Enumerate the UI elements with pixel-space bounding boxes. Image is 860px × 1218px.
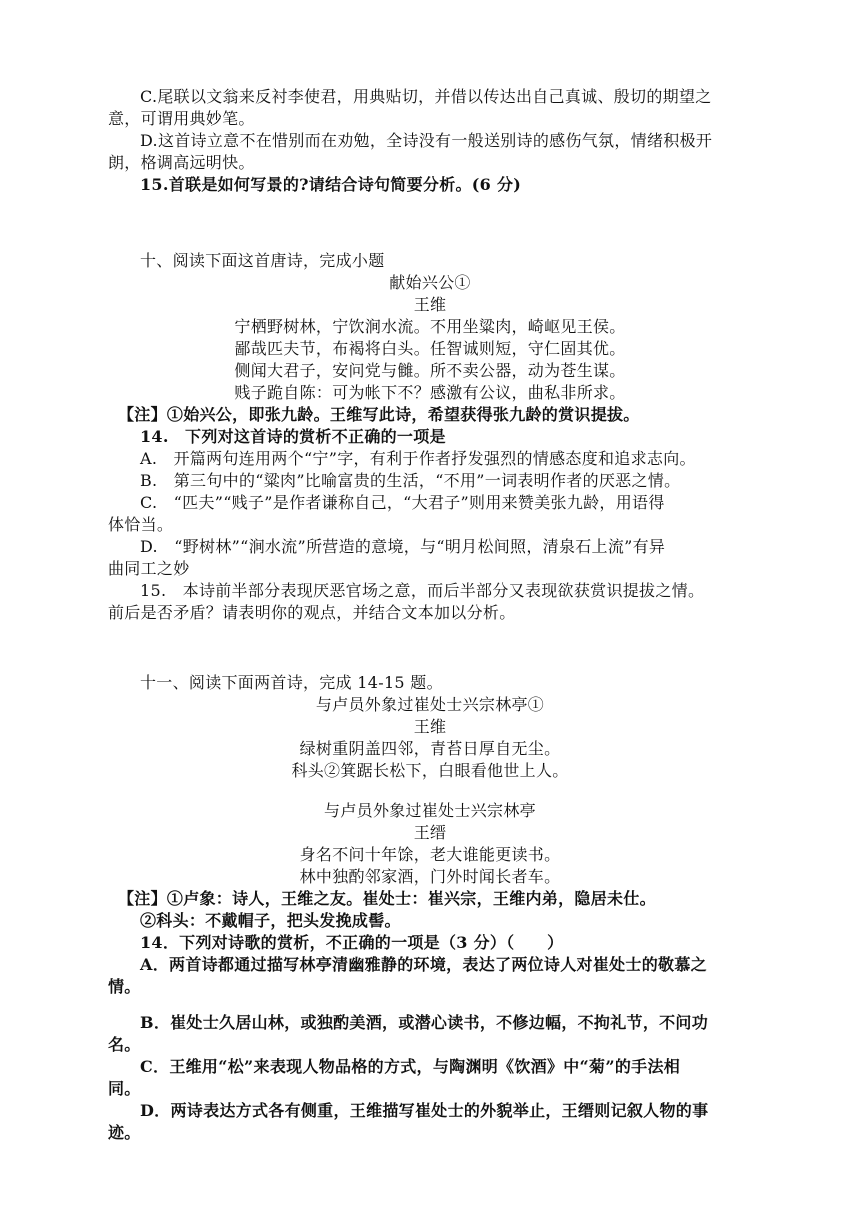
note-line1: 【注】①卢象：诗人，王维之友。崔处士：崔兴宗，王维内弟，隐居未仕。 [118,889,656,908]
option-c-line2: 体恰当。 [108,515,174,534]
poem-line: 侧闻大君子，安问党与雠。所不卖公器，动为苍生谋。 [234,361,626,380]
option-d-line1b: D．两诗表达方式各有侧重，王维描写崔处士的外貌举止，王缙则记叙人物的事 [140,1101,709,1120]
note-line2: ②科头：不戴帽子，把头发挽成髻。 [140,911,401,930]
poem1-line: 绿树重阴盖四邻，青苔日厚自无尘。 [299,739,561,758]
question-15-line1: 15. 本诗前半部分表现厌恶官场之意，而后半部分又表现欲获赏识提拔之情。 [140,581,705,600]
option-c-line2b: 同。 [108,1079,141,1098]
prev-question-15: 15.首联是如何写景的?请结合诗句简要分析。(6 分) [140,175,522,194]
option-a: A. 开篇两句连用两个“宁”字，有利于作者抒发强烈的情感态度和追求志向。 [140,449,696,468]
question-15-line2: 前后是否矛盾？请表明你的观点，并结合文本加以分析。 [108,603,516,622]
option-d-line1: D. “野树林”“涧水流”所营造的意境，与“明月松间照，清泉石上流”有异 [140,537,666,556]
option-b-line2: 名。 [108,1035,141,1054]
poem-line: 鄙哉匹夫节，布褐将白头。任智诚则短，守仁固其优。 [234,339,626,358]
prev-option-c-line2: 意，可谓用典妙笔。 [108,109,255,128]
prev-option-d-line1: D.这首诗立意不在惜别而在劝勉，全诗没有一般送别诗的感伤气氛，情绪积极开 [140,131,713,150]
question-14b: 14．下列对诗歌的赏析，不正确的一项是（3 分）（ ） [140,933,564,952]
prev-option-d-line2: 朗，格调高远明快。 [108,153,255,172]
section-ten-heading: 十、阅读下面这首唐诗，完成小题 [140,251,385,270]
poem-title: 献始兴公① [389,273,471,292]
option-a-line1: A．两首诗都通过描写林亭清幽雅静的环境，表达了两位诗人对崔处士的敬慕之 [140,955,707,974]
option-c-line1b: C．王维用“松”来表现人物品格的方式，与陶渊明《饮酒》中“菊”的手法相 [140,1057,681,1076]
poem-line: 宁栖野树林，宁饮涧水流。不用坐粱肉，崎岖见王侯。 [234,317,626,336]
poem2-line: 身名不问十年馀，老大谁能更读书。 [299,845,561,864]
poem1-author: 王维 [413,717,447,736]
poem2-line: 林中独酌邻家酒，门外时闻长者车。 [299,867,561,886]
option-a-line2: 情。 [108,977,141,996]
option-c-line1: C. “匹夫”“贱子”是作者谦称自己，“大君子”则用来赞美张九龄，用语得 [140,493,665,512]
option-b-line1: B．崔处士久居山林，或独酌美酒，或潜心读书，不修边幅，不拘礼节，不问功 [140,1013,709,1032]
poem-note: 【注】①始兴公，即张九龄。王维写此诗，希望获得张九龄的赏识提拔。 [118,405,640,424]
question-14: 14. 下列对这首诗的赏析不正确的一项是 [140,427,446,446]
poem-line: 贱子跪自陈：可为帐下不？感激有公议，曲私非所求。 [234,383,626,402]
section-eleven-heading: 十一、阅读下面两首诗，完成 14-15 题。 [140,673,443,692]
option-d-line2: 曲同工之妙 [108,559,190,578]
option-b: B. 第三句中的“粱肉”比喻富贵的生活，“不用”一词表明作者的厌恶之情。 [140,471,681,490]
poem1-line: 科头②箕踞长松下，白眼看他世上人。 [291,761,569,780]
poem2-author: 王缙 [413,823,447,842]
poem-author: 王维 [413,295,447,314]
option-d-line2b: 迹。 [108,1123,141,1142]
poem2-title: 与卢员外象过崔处士兴宗林亭 [324,801,536,820]
poem1-title: 与卢员外象过崔处士兴宗林亭① [315,695,545,714]
prev-option-c-line1: C.尾联以文翁来反衬李使君，用典贴切，并借以传达出自己真诚、殷切的期望之 [140,87,712,106]
